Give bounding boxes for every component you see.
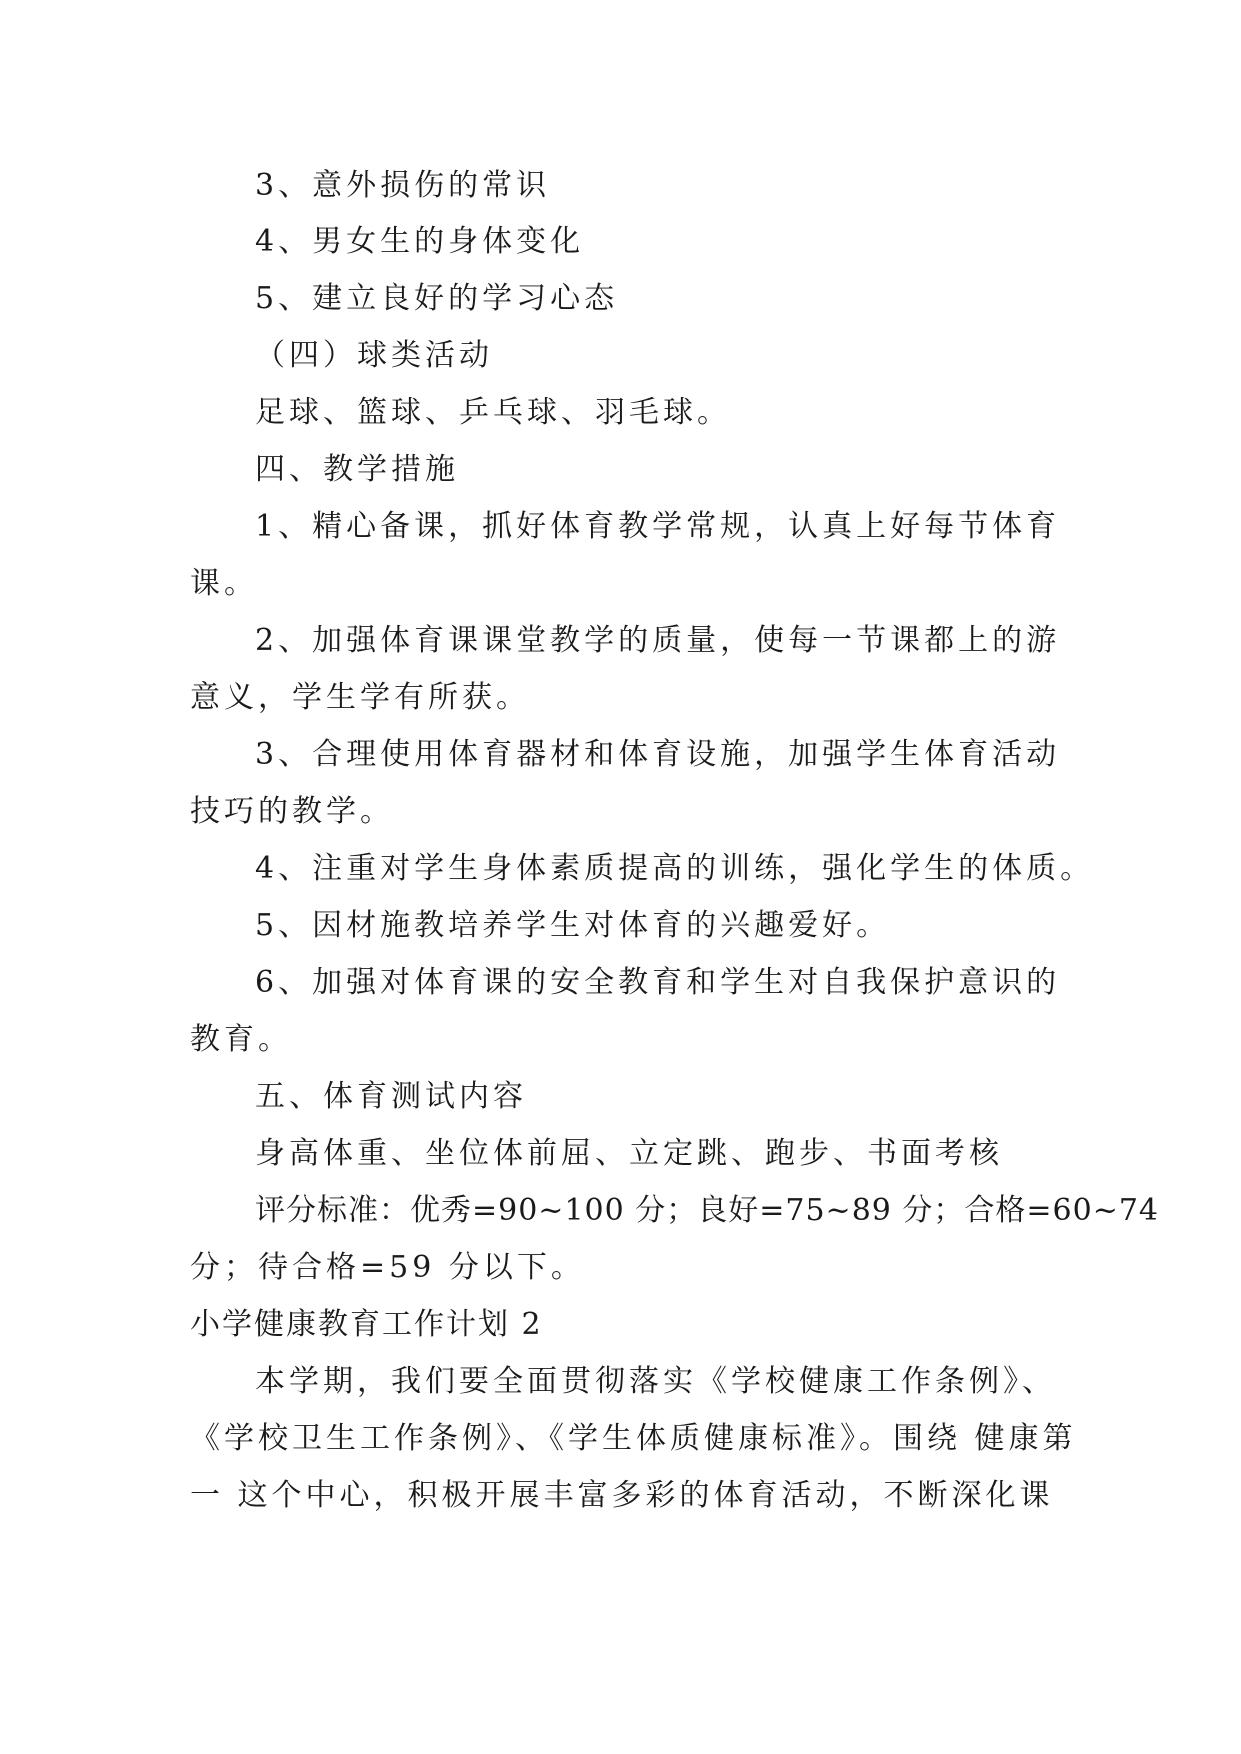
paragraph-intro-cont-1: 《学校卫生工作条例》、《学生体质健康标准》。围绕 健康第 — [190, 1421, 1077, 1456]
paragraph-measure-4: 4、注重对学生身体素质提高的训练，强化学生的体质。 — [255, 851, 1095, 886]
paragraph-measure-6-cont: 教育。 — [190, 1022, 292, 1057]
section-title-plan-2: 小学健康教育工作计划 2 — [190, 1307, 543, 1342]
paragraph-grading-standard: 评分标准：优秀=90~100 分；良好=75~89 分；合格=60~74 — [255, 1193, 1160, 1228]
heading-fitness-test: 五、体育测试内容 — [255, 1079, 527, 1114]
heading-teaching-measures: 四、教学措施 — [255, 452, 459, 487]
paragraph-measure-3: 3、合理使用体育器材和体育设施，加强学生体育活动 — [255, 737, 1061, 772]
paragraph-grading-standard-cont: 分；待合格=59 分以下。 — [190, 1250, 585, 1285]
list-item-injury-knowledge: 3、意外损伤的常识 — [255, 168, 551, 203]
list-item-body-changes: 4、男女生的身体变化 — [255, 224, 585, 259]
subheading-ball-activities: （四）球类活动 — [255, 338, 493, 373]
paragraph-measure-1: 1、精心备课，抓好体育教学常规，认真上好每节体育 — [255, 509, 1061, 544]
paragraph-intro: 本学期，我们要全面贯彻落实《学校健康工作条例》、 — [255, 1364, 1056, 1399]
paragraph-ball-types: 足球、篮球、乒乓球、羽毛球。 — [255, 395, 731, 430]
paragraph-test-items: 身高体重、坐位体前屈、立定跳、跑步、书面考核 — [255, 1136, 1003, 1171]
paragraph-measure-1-cont: 课。 — [190, 566, 258, 601]
list-item-learning-attitude: 5、建立良好的学习心态 — [255, 281, 619, 316]
paragraph-measure-3-cont: 技巧的教学。 — [190, 794, 394, 829]
paragraph-measure-2: 2、加强体育课课堂教学的质量，使每一节课都上的游 — [255, 623, 1061, 658]
paragraph-intro-cont-2: 一 这个中心，积极开展丰富多彩的体育活动，不断深化课 — [190, 1478, 1054, 1513]
paragraph-measure-5: 5、因材施教培养学生对体育的兴趣爱好。 — [255, 908, 891, 943]
paragraph-measure-2-cont: 意义，学生学有所获。 — [190, 680, 530, 715]
paragraph-measure-6: 6、加强对体育课的安全教育和学生对自我保护意识的 — [255, 965, 1061, 1000]
